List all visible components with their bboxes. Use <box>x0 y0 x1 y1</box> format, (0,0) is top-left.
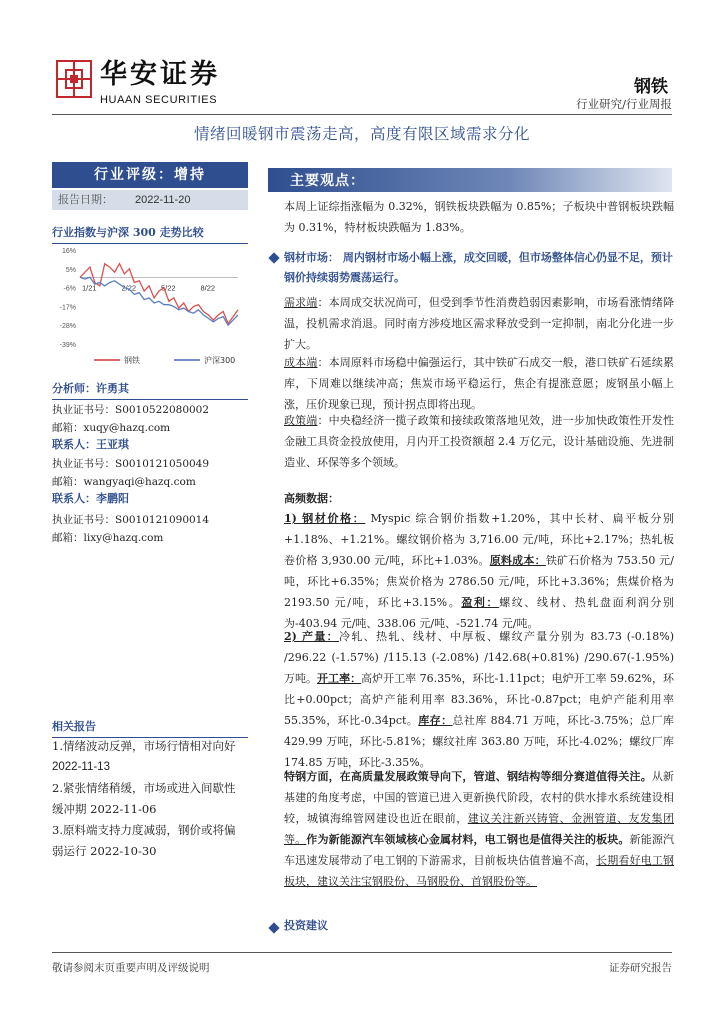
special-steel-recommend1: 建议关注新兴铸管、金洲管道、友发集团等。 <box>284 812 675 846</box>
y-tick-label: 16% <box>61 248 76 255</box>
contact-heading-2: 联系人：李鹏阳 <box>52 492 129 505</box>
output-paragraph <box>284 626 674 773</box>
profit-text: 螺纹、线材、热轧盘面利润分别为-403.94 元/吨、338.06 元/吨、-521.74 元/吨。 <box>284 596 675 630</box>
y-tick-label: -28% <box>59 323 76 331</box>
contact2-email[interactable]: 邮箱：lixy@hazq.com <box>52 532 164 544</box>
cost-paragraph <box>284 352 674 415</box>
special-steel-paragraph <box>284 766 674 892</box>
contact2-cert: 执业证书号：S0010121090014 <box>52 514 210 526</box>
analyst-heading: 分析师：许勇其 <box>52 380 248 400</box>
sector-title: 钢铁 <box>634 77 668 97</box>
bullet-diamond-icon <box>268 922 279 933</box>
related-report-line[interactable]: 3.原料端支持力度减弱，钢价或将偏 <box>52 823 236 837</box>
report-date <box>52 190 248 210</box>
report-headline: 情绪回暖钢市震荡走高，高度有限区域需求分化 <box>193 125 530 143</box>
start-rate-label: 开工率： <box>317 672 362 685</box>
main-points-title: 主要观点： <box>290 173 365 189</box>
related-reports-list <box>52 736 248 862</box>
high-frequency-heading: 高频数据： <box>284 492 339 505</box>
brand-name-en: HUAAN SECURITIES <box>100 94 218 106</box>
x-tick-label: 8/22 <box>200 283 216 293</box>
special-steel-recommend2: 长期看好电工钢板块，建议关注宝钢股份、马钢股份、首钢股份等。 <box>284 854 675 888</box>
legend-label: 钢铁 <box>124 356 140 365</box>
output-text: 冷轧、热轧、线材、中厚板、螺纹产量分别为 83.73 (-0.18%) /296.22 (-1.57%) /115.13 (-2.08%) /142.68(+0.81%) /290.67(-1.95%)万吨。 <box>284 630 674 685</box>
x-tick-label: 2/22 <box>121 283 137 293</box>
analyst-cert: 执业证书号：S0010522080002 <box>52 404 210 416</box>
related-reports-heading: 相关报告 <box>52 718 248 738</box>
industry-rating: 行业评级：增持 <box>52 162 248 188</box>
related-report-line: 缓冲期 2022-11-06 <box>52 802 157 816</box>
demand-label: 需求端 <box>284 296 318 309</box>
y-tick-label: -39% <box>59 342 76 349</box>
price-paragraph <box>284 508 674 634</box>
start-rate-text: 高炉开工率 76.35%，环比-1.11pct；电炉开工率 59.62%，环比+0.00pct；高炉产能利用率 83.36%，环比-0.87pct；电炉产能利用率 55.35%，环比-0.34pct。 <box>284 672 675 727</box>
inventory-label: 库存： <box>418 714 453 727</box>
index-comparison-chart <box>52 244 248 372</box>
document-type: 行业研究/行业周报 <box>576 97 672 111</box>
special-steel-text2: 新能源汽车迅速发展带动了电工钢的下游需求，目前板块估值普遍不高， <box>284 833 675 867</box>
steel-market-summary: 钢材市场： 周内钢材市场小幅上涨，成交回暖，但市场整体信心仍显不足，预计钢价持续弱势震荡运行。 <box>284 251 673 284</box>
main-points-banner <box>268 168 672 192</box>
policy-text: ：中央稳经济一揽子政策和接续政策落地见效，进一步加快政策性开发性金融工具资金投放使用，月内开工投资额超 2.4 万亿元，设计基础设施、先进制造业、环保等多个领域。 <box>284 414 675 469</box>
price-label: 1) 钢材价格： <box>284 512 366 525</box>
electrical-steel-lead: 作为新能源汽车领域核心金属材料，电工钢也是值得关注的板块。 <box>306 833 630 846</box>
header-divider <box>52 114 672 115</box>
policy-paragraph <box>284 410 674 473</box>
contact1-cert: 执业证书号：S0010121050049 <box>52 458 210 470</box>
contact1-email[interactable]: 邮箱：wangyaqi@hazq.com <box>52 476 196 488</box>
related-report-date: 2022-11-13 <box>52 761 110 773</box>
footer-divider <box>52 952 672 953</box>
legend-label: 沪深300 <box>204 356 236 365</box>
y-tick-label: 5% <box>65 266 76 274</box>
y-tick-label: -17% <box>59 304 76 312</box>
x-tick-label: 5/22 <box>161 283 176 293</box>
output-label: 2) 产量： <box>284 630 340 643</box>
report-date-value: 2022-11-20 <box>135 194 191 206</box>
demand-text: ：本周成交状况尚可，但受到季节性消费趋弱因素影响，市场看涨情绪降温，投机需求消退。同时南方涉疫地区需求释放受到一定抑制，南北分化进一步扩大。 <box>284 296 675 351</box>
footer-report-type: 证券研究报告 <box>609 962 672 974</box>
bullet-diamond-icon <box>268 252 279 263</box>
x-tick-label: 1/21 <box>82 283 97 293</box>
chart-plot-area <box>80 250 238 344</box>
inventory-text: 总社库 884.71 万吨，环比-3.75%；总厂库 429.99 万吨，环比-5.81%；螺纹社库 363.80 万吨，环比-4.02%；螺纹厂库 174.85 万吨，环比-3.35%。 <box>284 714 674 769</box>
price-text: Myspic 综合钢价指数+1.20%，其中长材、扁平板分别+1.18%、+1.21%。螺纹钢价格为 3,716.00 元/吨，环比+2.17%；热轧板卷价格 3,930.00 元/吨，环比+1.03%。 <box>284 512 674 567</box>
demand-paragraph <box>284 292 674 355</box>
related-report-line: 弱运行 2022-10-30 <box>52 844 157 858</box>
related-report-line[interactable]: 2.紧张情绪稍缓，市场或进入间歇性 <box>52 781 236 795</box>
analyst-email[interactable]: 邮箱：xuqy@hazq.com <box>52 422 171 434</box>
chart-heading: 行业指数与沪深 300 走势比较 <box>52 224 248 244</box>
report-date-label: 报告日期： <box>58 193 113 206</box>
related-report-line[interactable]: 1.情绪波动反弹，市场行情相对向好 <box>52 739 236 753</box>
raw-material-text: 铁矿石价格为 753.50 元/吨，环比+6.35%；焦炭价格为 2786.50 元/吨，环比+3.36%；焦煤价格为 2193.50 元/吨，环比+3.15%。 <box>284 554 674 609</box>
y-tick-label: -6% <box>63 285 76 293</box>
footer-disclaimer: 敬请参阅末页重要声明及评级说明 <box>52 962 210 974</box>
special-steel-lead: 特钢方面，在高质量发展政策导向下，管道、钢结构等细分赛道值得关注。 <box>284 770 652 783</box>
policy-label: 政策端 <box>284 414 318 427</box>
cost-text: ：本周原料市场稳中偏强运行，其中铁矿石成交一般，港口铁矿石延续累库，下周难以继续冲高；焦炭市场平稳运行，焦企有提涨意愿；废钢虽小幅上涨，压价现象已现，预计拐点即将出现。 <box>284 356 675 411</box>
huaan-logo-icon <box>56 60 92 98</box>
contact-heading-1: 联系人：王亚琪 <box>52 438 129 451</box>
investment-advice-heading: 投资建议 <box>284 919 328 932</box>
intro-paragraph: 本周上证综指涨幅为 0.32%，钢铁板块跌幅为 0.85%；子板块中普钢板块跌幅为 0.31%，特材板块跌幅为 1.83%。 <box>284 200 674 234</box>
special-steel-text1: 从新基建的角度考虑，中国的管道已进入更新换代阶段，农村的供水排水系统建设相较，城镇海绵管网建设也近在眼前， <box>284 770 675 825</box>
profit-label: 盈利： <box>461 596 500 609</box>
cost-label: 成本端 <box>284 356 318 369</box>
raw-material-label: 原料成本： <box>489 554 546 567</box>
brand-name-cn: 华安证券 <box>100 59 220 90</box>
